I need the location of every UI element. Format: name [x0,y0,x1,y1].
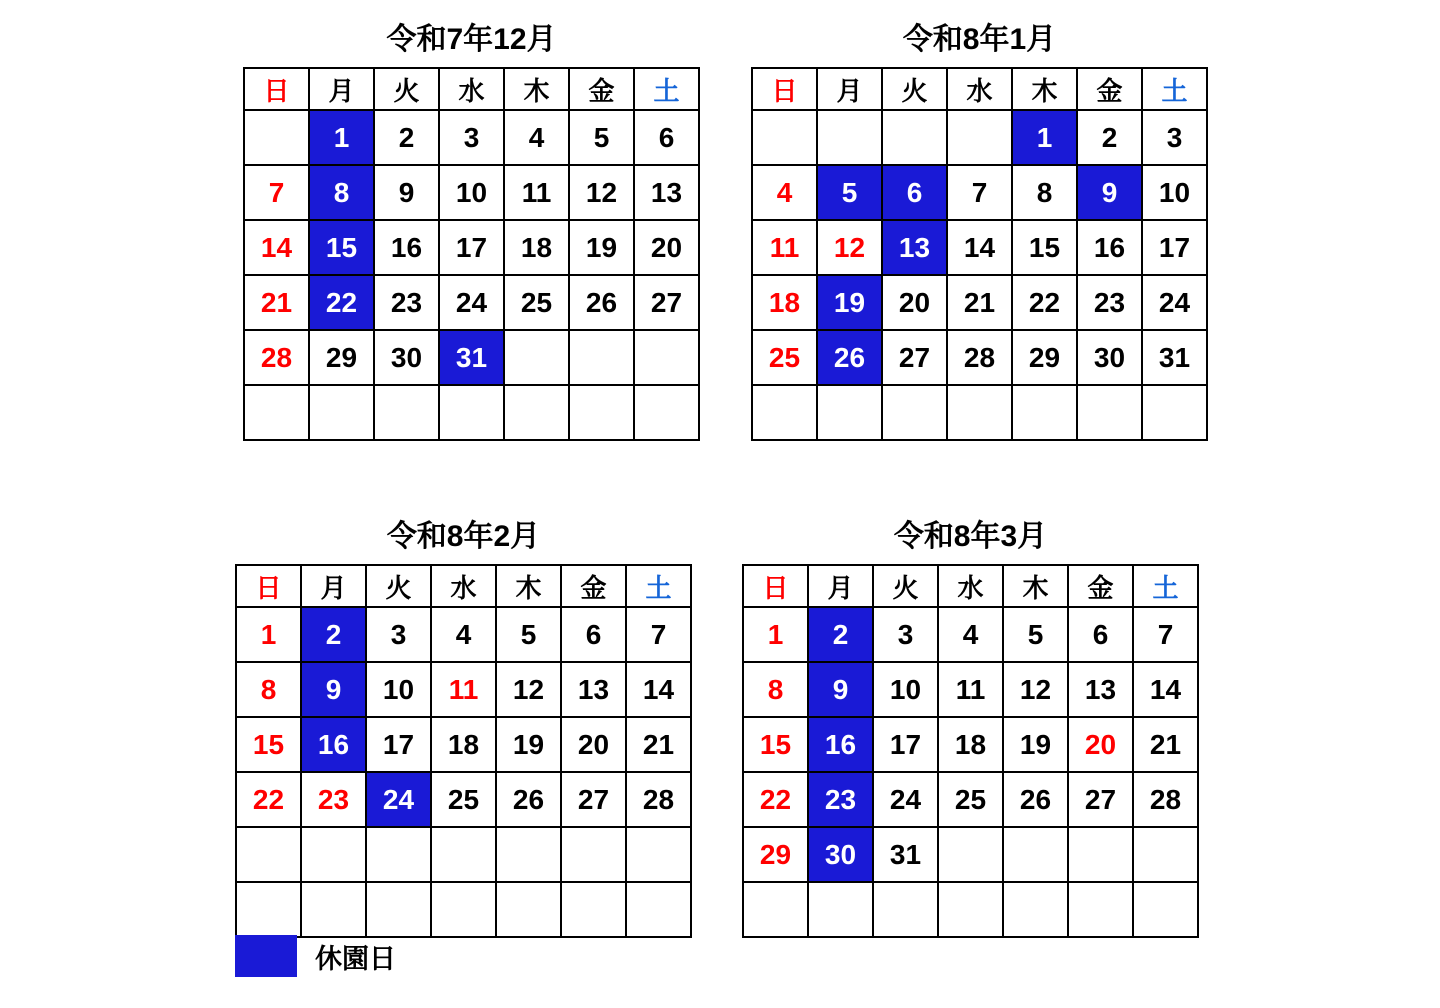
day-cell[interactable]: 28 [626,772,691,827]
weekday-header-wed: 水 [947,68,1012,110]
calendar-week-row [743,607,1198,662]
day-cell[interactable]: 14 [626,662,691,717]
day-cell-empty [938,827,1003,882]
day-cell[interactable]: 28 [947,330,1012,385]
day-cell[interactable]: 10 [366,662,431,717]
day-cell[interactable]: 6 [634,110,699,165]
day-cell[interactable]: 19 [1003,717,1068,772]
calendar-title: 令和7年12月 [386,23,557,56]
day-cell[interactable]: 16 [1077,220,1142,275]
day-cell-empty [244,385,309,440]
day-cell[interactable]: 30 [374,330,439,385]
day-cell-closed[interactable]: 6 [882,165,947,220]
calendar-week-row [236,607,691,662]
day-cell-empty [496,882,561,937]
day-cell-red[interactable]: 8 [743,662,808,717]
day-cell[interactable]: 10 [439,165,504,220]
day-cell[interactable]: 19 [496,717,561,772]
day-cell-empty [504,330,569,385]
day-cell-red[interactable]: 15 [743,717,808,772]
day-cell-red[interactable]: 11 [431,662,496,717]
day-cell[interactable]: 18 [504,220,569,275]
day-cell[interactable]: 25 [504,275,569,330]
calendar-month-2 [235,511,692,938]
day-cell[interactable]: 2 [374,110,439,165]
day-cell[interactable]: 28 [1133,772,1198,827]
weekday-header-tue: 火 [374,68,439,110]
day-cell-red[interactable]: 4 [752,165,817,220]
day-cell[interactable]: 24 [439,275,504,330]
day-cell-empty [1133,827,1198,882]
day-cell[interactable]: 7 [626,607,691,662]
day-cell-closed[interactable]: 9 [808,662,873,717]
day-cell-empty [752,110,817,165]
day-cell[interactable]: 26 [1003,772,1068,827]
day-cell[interactable]: 25 [431,772,496,827]
legend-swatch-closed-day [235,935,297,977]
day-cell-empty [439,385,504,440]
day-cell-closed[interactable]: 5 [817,165,882,220]
day-cell[interactable]: 18 [938,717,1003,772]
weekday-header-tue: 火 [873,565,938,607]
day-cell-red[interactable]: 14 [244,220,309,275]
calendar-week-row [743,772,1198,827]
day-cell-closed[interactable]: 1 [309,110,374,165]
day-cell[interactable]: 20 [882,275,947,330]
day-cell[interactable]: 5 [569,110,634,165]
day-cell[interactable]: 7 [1133,607,1198,662]
day-cell[interactable]: 23 [1077,275,1142,330]
day-cell-closed[interactable]: 23 [808,772,873,827]
calendar-body [752,110,1207,440]
day-cell-closed[interactable]: 2 [808,607,873,662]
day-cell-red[interactable]: 15 [236,717,301,772]
weekday-header-thu: 木 [504,68,569,110]
day-cell[interactable]: 3 [366,607,431,662]
day-cell-empty [817,110,882,165]
day-cell-closed[interactable]: 9 [1077,165,1142,220]
day-cell[interactable]: 7 [947,165,1012,220]
weekday-header-mon: 月 [817,68,882,110]
day-cell[interactable]: 17 [1142,220,1207,275]
day-cell[interactable]: 21 [947,275,1012,330]
day-cell[interactable]: 3 [873,607,938,662]
day-cell-red[interactable]: 8 [236,662,301,717]
day-cell-red[interactable]: 11 [752,220,817,275]
weekday-header-sat: 土 [626,565,691,607]
day-cell[interactable]: 13 [634,165,699,220]
day-cell[interactable]: 26 [569,275,634,330]
day-cell[interactable]: 20 [634,220,699,275]
day-cell-empty [882,385,947,440]
day-cell-empty [569,385,634,440]
day-cell-empty [496,827,561,882]
day-cell-closed[interactable]: 31 [439,330,504,385]
calendar-week-row [752,165,1207,220]
day-cell-empty [561,827,626,882]
calendar-week-row [236,827,691,882]
calendar-week-row [743,662,1198,717]
day-cell[interactable]: 20 [561,717,626,772]
day-cell-red[interactable]: 25 [752,330,817,385]
day-cell-red[interactable]: 28 [244,330,309,385]
calendar-week-row [236,772,691,827]
weekday-header-row [236,565,691,607]
calendar-month-0 [243,14,700,441]
day-cell-empty [882,110,947,165]
weekday-header-mon: 月 [309,68,374,110]
day-cell[interactable]: 12 [569,165,634,220]
calendar-body [244,110,699,440]
day-cell-empty [873,882,938,937]
day-cell[interactable]: 10 [1142,165,1207,220]
day-cell[interactable]: 31 [1142,330,1207,385]
calendar-week-row [244,330,699,385]
day-cell[interactable]: 16 [374,220,439,275]
weekday-header-fri: 金 [1068,565,1133,607]
day-cell-closed[interactable]: 15 [309,220,374,275]
calendar-week-row [743,827,1198,882]
day-cell-closed[interactable]: 13 [882,220,947,275]
day-cell-empty [561,882,626,937]
day-cell[interactable]: 23 [374,275,439,330]
day-cell-empty [1142,385,1207,440]
day-cell-red[interactable]: 1 [743,607,808,662]
day-cell-empty [569,330,634,385]
weekday-header-fri: 金 [1077,68,1142,110]
day-cell-empty [366,827,431,882]
calendar-week-row [752,275,1207,330]
calendar-week-row [752,385,1207,440]
weekday-header-wed: 水 [431,565,496,607]
day-cell[interactable]: 3 [1142,110,1207,165]
day-cell-empty [626,882,691,937]
day-cell[interactable]: 13 [1068,662,1133,717]
calendar-week-row [752,330,1207,385]
day-cell-empty [626,827,691,882]
legend-label-closed-day: 休園日 [315,943,396,974]
day-cell-empty [947,385,1012,440]
weekday-header-tue: 火 [366,565,431,607]
day-cell-red[interactable]: 22 [236,772,301,827]
weekday-header-row [244,68,699,110]
day-cell[interactable]: 5 [496,607,561,662]
day-cell-red[interactable]: 21 [244,275,309,330]
day-cell[interactable]: 13 [561,662,626,717]
weekday-header-tue: 火 [882,68,947,110]
calendar-grid [235,564,692,938]
day-cell-red[interactable]: 23 [301,772,366,827]
day-cell[interactable]: 26 [496,772,561,827]
day-cell[interactable]: 19 [569,220,634,275]
day-cell-empty [743,882,808,937]
day-cell-red[interactable]: 7 [244,165,309,220]
weekday-header-sat: 土 [1133,565,1198,607]
day-cell-empty [817,385,882,440]
day-cell[interactable]: 24 [873,772,938,827]
weekday-header-row [743,565,1198,607]
day-cell[interactable]: 22 [1012,275,1077,330]
day-cell-empty [947,110,1012,165]
day-cell[interactable]: 31 [873,827,938,882]
day-cell-closed[interactable]: 24 [366,772,431,827]
calendar-week-row [244,110,699,165]
weekday-header-sun: 日 [244,68,309,110]
day-cell-red[interactable]: 22 [743,772,808,827]
day-cell[interactable]: 17 [439,220,504,275]
day-cell[interactable]: 17 [873,717,938,772]
day-cell-empty [309,385,374,440]
day-cell[interactable]: 21 [626,717,691,772]
day-cell-red[interactable]: 20 [1068,717,1133,772]
day-cell[interactable]: 4 [938,607,1003,662]
day-cell[interactable]: 11 [938,662,1003,717]
day-cell-red[interactable]: 18 [752,275,817,330]
day-cell-empty [1133,882,1198,937]
day-cell-empty [752,385,817,440]
day-cell-closed[interactable]: 8 [309,165,374,220]
day-cell-empty [504,385,569,440]
day-cell-closed[interactable]: 1 [1012,110,1077,165]
day-cell-empty [236,882,301,937]
weekday-header-sun: 日 [236,565,301,607]
day-cell-empty [244,110,309,165]
calendar-body [743,607,1198,937]
calendar-week-row [244,385,699,440]
weekday-header-thu: 木 [1003,565,1068,607]
weekday-header-mon: 月 [808,565,873,607]
day-cell[interactable]: 4 [504,110,569,165]
calendar-body [236,607,691,937]
day-cell[interactable]: 15 [1012,220,1077,275]
day-cell[interactable]: 5 [1003,607,1068,662]
calendar-grid [742,564,1199,938]
day-cell-red[interactable]: 1 [236,607,301,662]
day-cell-empty [1003,882,1068,937]
calendar-week-row [244,165,699,220]
calendar-month-1 [751,14,1208,441]
day-cell[interactable]: 9 [374,165,439,220]
day-cell-empty [301,882,366,937]
day-cell-empty [808,882,873,937]
calendar-month-3 [742,511,1199,938]
calendar-week-row [743,882,1198,937]
day-cell[interactable]: 12 [496,662,561,717]
day-cell-empty [431,882,496,937]
day-cell[interactable]: 3 [439,110,504,165]
day-cell-closed[interactable]: 30 [808,827,873,882]
day-cell[interactable]: 8 [1012,165,1077,220]
day-cell[interactable]: 11 [504,165,569,220]
day-cell-empty [431,827,496,882]
weekday-header-sun: 日 [743,565,808,607]
day-cell-empty [634,385,699,440]
calendar-week-row [752,220,1207,275]
calendar-week-row [236,882,691,937]
calendar-title: 令和8年3月 [893,520,1048,553]
day-cell[interactable]: 2 [1077,110,1142,165]
calendar-week-row [244,220,699,275]
day-cell-empty [1068,827,1133,882]
weekday-header-row [752,68,1207,110]
day-cell-red[interactable]: 12 [817,220,882,275]
day-cell[interactable]: 6 [1068,607,1133,662]
day-cell-closed[interactable]: 26 [817,330,882,385]
weekday-header-wed: 水 [938,565,1003,607]
calendar-title: 令和8年2月 [386,520,541,553]
day-cell-red[interactable]: 29 [743,827,808,882]
day-cell[interactable]: 24 [1142,275,1207,330]
day-cell[interactable]: 30 [1077,330,1142,385]
day-cell[interactable]: 14 [1133,662,1198,717]
day-cell[interactable]: 27 [634,275,699,330]
day-cell-closed[interactable]: 22 [309,275,374,330]
weekday-header-thu: 木 [496,565,561,607]
day-cell[interactable]: 27 [561,772,626,827]
calendar-week-row [244,275,699,330]
day-cell-closed[interactable]: 16 [808,717,873,772]
day-cell[interactable]: 12 [1003,662,1068,717]
day-cell[interactable]: 27 [882,330,947,385]
day-cell-empty [1077,385,1142,440]
day-cell[interactable]: 17 [366,717,431,772]
day-cell[interactable]: 6 [561,607,626,662]
day-cell[interactable]: 4 [431,607,496,662]
day-cell-empty [1003,827,1068,882]
day-cell[interactable]: 27 [1068,772,1133,827]
day-cell-empty [1012,385,1077,440]
day-cell-closed[interactable]: 9 [301,662,366,717]
day-cell[interactable]: 18 [431,717,496,772]
weekday-header-sat: 土 [1142,68,1207,110]
day-cell[interactable]: 21 [1133,717,1198,772]
day-cell-empty [1068,882,1133,937]
day-cell-closed[interactable]: 2 [301,607,366,662]
day-cell[interactable]: 29 [1012,330,1077,385]
day-cell-closed[interactable]: 19 [817,275,882,330]
weekday-header-thu: 木 [1012,68,1077,110]
day-cell-empty [634,330,699,385]
calendar-grid [751,67,1208,441]
day-cell-empty [236,827,301,882]
weekday-header-wed: 水 [439,68,504,110]
calendar-week-row [743,717,1198,772]
calendar-week-row [236,717,691,772]
day-cell-empty [366,882,431,937]
calendar-grid [243,67,700,441]
day-cell[interactable]: 29 [309,330,374,385]
weekday-header-sun: 日 [752,68,817,110]
day-cell-closed[interactable]: 16 [301,717,366,772]
day-cell[interactable]: 14 [947,220,1012,275]
legend [235,935,396,977]
weekday-header-mon: 月 [301,565,366,607]
day-cell-empty [301,827,366,882]
weekday-header-fri: 金 [561,565,626,607]
weekday-header-sat: 土 [634,68,699,110]
day-cell[interactable]: 10 [873,662,938,717]
calendar-week-row [752,110,1207,165]
day-cell-empty [938,882,1003,937]
weekday-header-fri: 金 [569,68,634,110]
calendar-title: 令和8年1月 [902,23,1057,56]
day-cell-empty [374,385,439,440]
day-cell[interactable]: 25 [938,772,1003,827]
calendar-week-row [236,662,691,717]
